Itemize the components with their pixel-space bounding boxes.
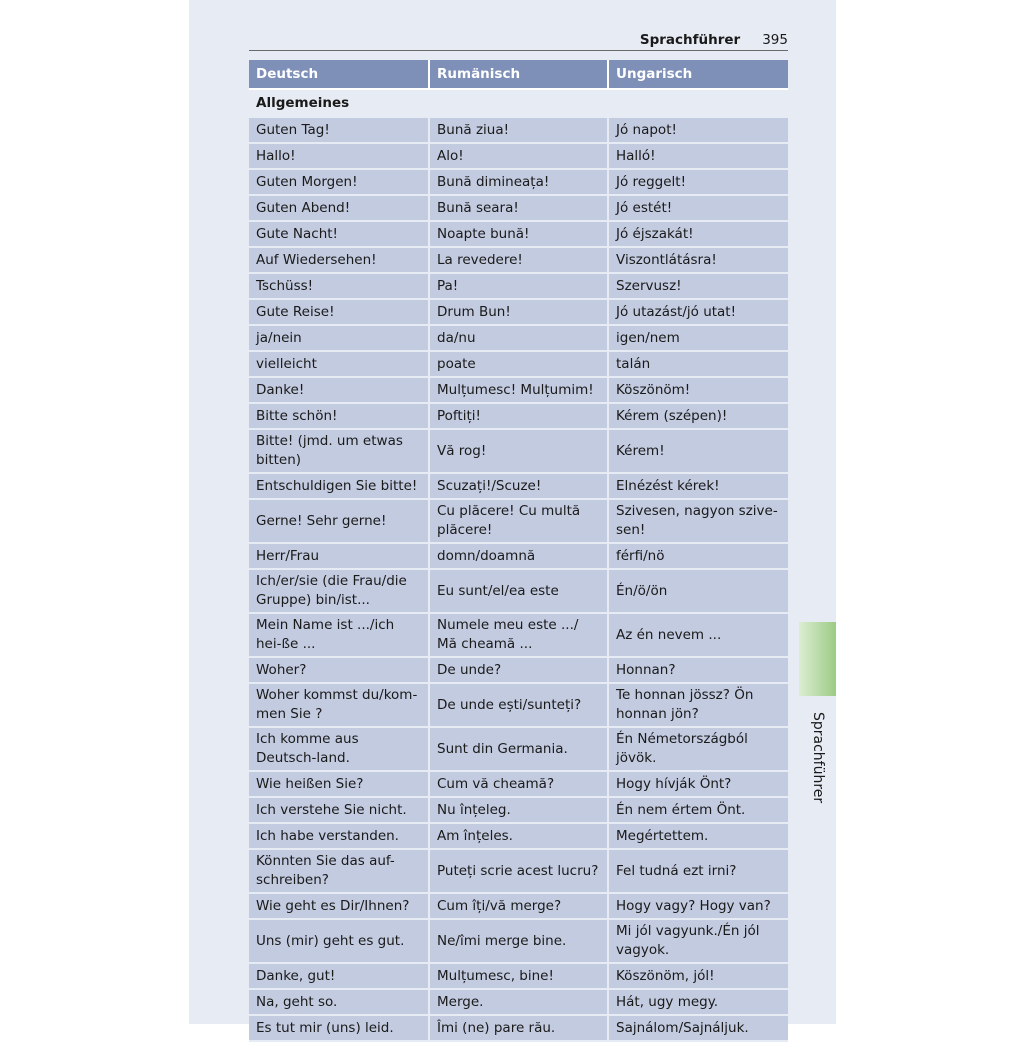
cell-ungarisch: Köszönöm, jól! — [608, 963, 788, 989]
cell-rumaenisch: Ne/îmi merge bine. — [429, 919, 608, 963]
cell-rumaenisch: Mulțumesc, bine! — [429, 963, 608, 989]
table-row — [249, 849, 788, 893]
cell-ungarisch: Jó napot! — [608, 117, 788, 143]
cell-ungarisch: Én nem értem Önt. — [608, 797, 788, 823]
cell-rumaenisch: domn/doamnă — [429, 543, 608, 569]
cell-rumaenisch: Puteți scrie acest lucru? — [429, 849, 608, 893]
section-spacer — [429, 89, 608, 117]
cell-deutsch: Gute Nacht! — [249, 221, 429, 247]
cell-rumaenisch: Bună ziua! — [429, 117, 608, 143]
cell-deutsch: Bitte! (jmd. um etwas bitten) — [249, 429, 429, 473]
cell-ungarisch: igen/nem — [608, 325, 788, 351]
column-header-deutsch: Deutsch — [249, 60, 429, 89]
cell-rumaenisch: Bună seara! — [429, 195, 608, 221]
cell-deutsch: Danke, gut! — [249, 963, 429, 989]
column-header-ungarisch: Ungarisch — [608, 60, 788, 89]
cell-rumaenisch: Cu plăcere! Cu multă plăcere! — [429, 499, 608, 543]
cell-ungarisch: Köszönöm! — [608, 377, 788, 403]
cell-ungarisch: Hogy vagy? Hogy van? — [608, 893, 788, 919]
table-row — [249, 989, 788, 1015]
cell-rumaenisch: Cum îți/vă merge? — [429, 893, 608, 919]
cell-deutsch: vielleicht — [249, 351, 429, 377]
cell-rumaenisch: Pa! — [429, 273, 608, 299]
cell-ungarisch: Kérem! — [608, 429, 788, 473]
table-row — [249, 683, 788, 727]
cell-ungarisch: talán — [608, 351, 788, 377]
table-row — [249, 569, 788, 613]
cell-deutsch: Mein Name ist .../ich hei-ße ... — [249, 613, 429, 657]
table-row — [249, 403, 788, 429]
cell-ungarisch: Jó estét! — [608, 195, 788, 221]
table-row — [249, 499, 788, 543]
cell-ungarisch: Jó éjszakát! — [608, 221, 788, 247]
cell-deutsch: Könnten Sie das auf-schreiben? — [249, 849, 429, 893]
cell-ungarisch: Mi jól vagyunk./Én jól vagyok. — [608, 919, 788, 963]
cell-ungarisch: Szervusz! — [608, 273, 788, 299]
cell-deutsch: Wie geht es Dir/Ihnen? — [249, 893, 429, 919]
table-row — [249, 117, 788, 143]
table-row — [249, 247, 788, 273]
cell-ungarisch: Jó reggelt! — [608, 169, 788, 195]
cell-deutsch: Guten Tag! — [249, 117, 429, 143]
cell-deutsch: Gute Reise! — [249, 299, 429, 325]
table-row — [249, 473, 788, 499]
book-page — [189, 0, 836, 1036]
cell-ungarisch: Elnézést kérek! — [608, 473, 788, 499]
cell-deutsch: ja/nein — [249, 325, 429, 351]
cell-ungarisch: férfi/nö — [608, 543, 788, 569]
table-row — [249, 543, 788, 569]
table-row — [249, 273, 788, 299]
table-row — [249, 195, 788, 221]
cell-rumaenisch: Vă rog! — [429, 429, 608, 473]
cell-ungarisch: Te honnan jössz? Ön honnan jön? — [608, 683, 788, 727]
cell-rumaenisch: Nu înțeleg. — [429, 797, 608, 823]
table-row — [249, 299, 788, 325]
cell-deutsch: Auf Wiedersehen! — [249, 247, 429, 273]
column-header-rumaenisch: Rumänisch — [429, 60, 608, 89]
cell-deutsch: Bitte schön! — [249, 403, 429, 429]
cell-ungarisch: Szivesen, nagyon szive-sen! — [608, 499, 788, 543]
table-row — [249, 143, 788, 169]
cell-ungarisch: Hát, ugy megy. — [608, 989, 788, 1015]
cell-deutsch: Gerne! Sehr gerne! — [249, 499, 429, 543]
cell-ungarisch: Az én nevem ... — [608, 613, 788, 657]
cell-rumaenisch: De unde ești/sunteți? — [429, 683, 608, 727]
cell-ungarisch: Hogy hívják Önt? — [608, 771, 788, 797]
cell-deutsch: Na, geht so. — [249, 989, 429, 1015]
cell-rumaenisch: Noapte bună! — [429, 221, 608, 247]
cell-rumaenisch: Alo! — [429, 143, 608, 169]
section-spacer — [608, 89, 788, 117]
cell-ungarisch: Fel tudná ezt irni? — [608, 849, 788, 893]
cell-rumaenisch: Merge. — [429, 989, 608, 1015]
side-tab-label: Sprachführer — [810, 712, 826, 804]
table-row — [249, 169, 788, 195]
cell-rumaenisch: La revedere! — [429, 247, 608, 273]
table-row — [249, 893, 788, 919]
cell-rumaenisch: Bună dimineața! — [429, 169, 608, 195]
cell-deutsch: Es tut mir (uns) leid. — [249, 1015, 429, 1041]
cell-deutsch: Ich habe verstanden. — [249, 823, 429, 849]
cell-rumaenisch: poate — [429, 351, 608, 377]
cell-ungarisch: Megértettem. — [608, 823, 788, 849]
page-number: 395 — [762, 32, 788, 48]
table-header-row — [249, 60, 788, 89]
table-row — [249, 377, 788, 403]
table-row — [249, 727, 788, 771]
table-row — [249, 797, 788, 823]
cell-rumaenisch: da/nu — [429, 325, 608, 351]
cell-deutsch: Tschüss! — [249, 273, 429, 299]
cell-deutsch: Entschuldigen Sie bitte! — [249, 473, 429, 499]
table-row — [249, 325, 788, 351]
cell-deutsch: Ich komme aus Deutsch-land. — [249, 727, 429, 771]
cell-rumaenisch: Sunt din Germania. — [429, 727, 608, 771]
section-title: Allgemeines — [249, 89, 429, 117]
side-thumb-tab — [799, 622, 836, 696]
cell-deutsch: Hallo! — [249, 143, 429, 169]
cell-ungarisch: Viszontlátásra! — [608, 247, 788, 273]
cell-rumaenisch: Poftiți! — [429, 403, 608, 429]
table-row — [249, 613, 788, 657]
cell-deutsch: Ich/er/sie (die Frau/die Gruppe) bin/ist... — [249, 569, 429, 613]
cell-rumaenisch: Îmi (ne) pare rău. — [429, 1015, 608, 1041]
cell-ungarisch: Halló! — [608, 143, 788, 169]
cell-deutsch: Herr/Frau — [249, 543, 429, 569]
cell-rumaenisch: Am înțeles. — [429, 823, 608, 849]
table-row — [249, 919, 788, 963]
phrase-table — [249, 60, 788, 1042]
cell-rumaenisch: Scuzați!/Scuze! — [429, 473, 608, 499]
cell-deutsch: Danke! — [249, 377, 429, 403]
table-row — [249, 351, 788, 377]
cell-rumaenisch: Numele meu este .../ Mă cheamă ... — [429, 613, 608, 657]
cell-ungarisch: Honnan? — [608, 657, 788, 683]
cell-ungarisch: Kérem (szépen)! — [608, 403, 788, 429]
cell-rumaenisch: Eu sunt/el/ea este — [429, 569, 608, 613]
cell-deutsch: Guten Morgen! — [249, 169, 429, 195]
table-row — [249, 963, 788, 989]
cell-deutsch: Guten Abend! — [249, 195, 429, 221]
header-title: Sprachführer — [639, 32, 741, 48]
running-header — [249, 30, 788, 51]
cell-rumaenisch: Drum Bun! — [429, 299, 608, 325]
cell-rumaenisch: Mulțumesc! Mulțumim! — [429, 377, 608, 403]
cell-ungarisch: Én Németországból jövök. — [608, 727, 788, 771]
cell-deutsch: Woher kommst du/kom-men Sie ? — [249, 683, 429, 727]
cell-rumaenisch: De unde? — [429, 657, 608, 683]
cell-rumaenisch: Cum vă cheamă? — [429, 771, 608, 797]
cell-deutsch: Woher? — [249, 657, 429, 683]
cell-deutsch: Uns (mir) geht es gut. — [249, 919, 429, 963]
cell-ungarisch: Jó utazást/jó utat! — [608, 299, 788, 325]
table-row — [249, 1015, 788, 1041]
cell-deutsch: Ich verstehe Sie nicht. — [249, 797, 429, 823]
table-row — [249, 771, 788, 797]
table-row — [249, 657, 788, 683]
table-row — [249, 429, 788, 473]
cell-ungarisch: Én/ö/ön — [608, 569, 788, 613]
section-row — [249, 89, 788, 117]
table-row — [249, 221, 788, 247]
cell-ungarisch: Sajnálom/Sajnáljuk. — [608, 1015, 788, 1041]
cell-deutsch: Wie heißen Sie? — [249, 771, 429, 797]
table-row — [249, 823, 788, 849]
